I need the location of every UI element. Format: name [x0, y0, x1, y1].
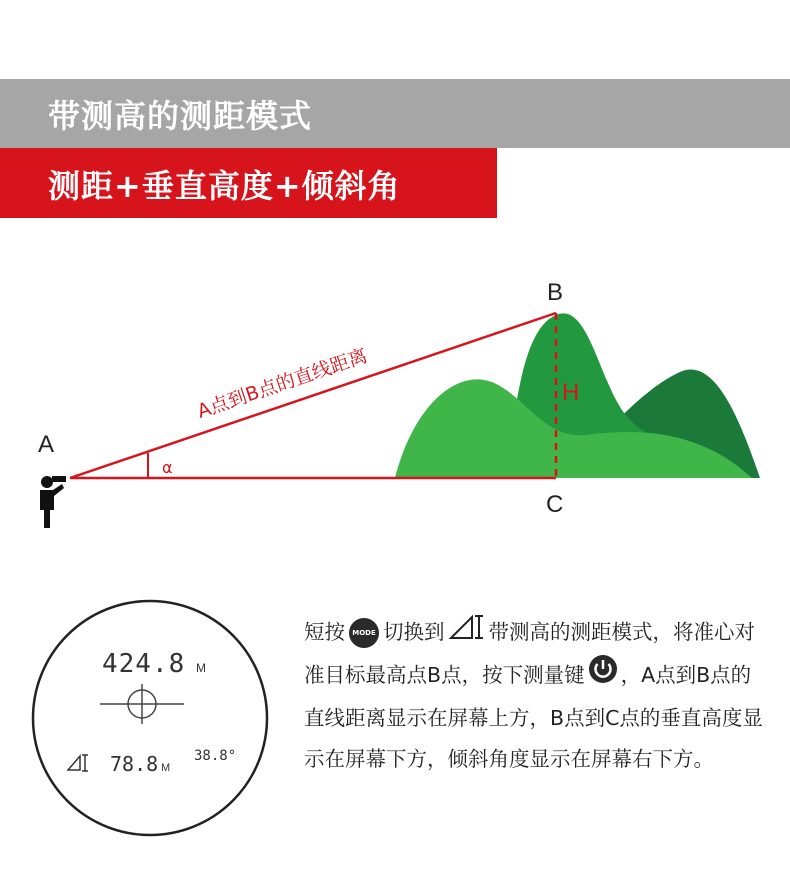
point-a-label: A: [38, 431, 55, 458]
height-mode-icon: [448, 613, 486, 654]
viewfinder-display: [30, 598, 270, 838]
measurement-diagram: [0, 240, 790, 560]
instruction-part-3: 带测高的测距模式，将准心对准目标最高点B点，按下测量键: [304, 620, 755, 687]
header-bar: [0, 79, 790, 148]
instruction-part-1: 短按: [304, 620, 345, 644]
mode-button-icon: MODE: [349, 618, 379, 648]
angle-label: α: [162, 458, 173, 477]
angle-readout: 38.8°: [194, 748, 237, 764]
power-button-icon: [588, 654, 618, 698]
point-c-label: C: [546, 491, 564, 518]
page-title: 带测高的测距模式: [48, 97, 313, 135]
distance-readout: 424.8: [102, 649, 186, 679]
height-unit: M: [161, 762, 171, 774]
page-subtitle: 测距+垂直高度+倾斜角: [48, 167, 401, 205]
subtitle-bar: [0, 148, 497, 218]
line-ab-label: A点到B点的直线距离: [194, 344, 371, 423]
instruction-part-4: ，A点到B点的直线距离显示在屏幕上方，B点到C点的垂直高度显示在屏幕下方，倾斜角度显示在屏幕右下方。: [304, 662, 763, 771]
observer-icon: [40, 476, 66, 528]
height-readout: 78.8: [110, 752, 159, 776]
instruction-text: [304, 612, 764, 780]
instruction-part-2: 切换到: [383, 620, 445, 644]
distance-unit: M: [196, 661, 206, 675]
height-label: H: [562, 379, 580, 406]
point-b-label: B: [547, 279, 564, 306]
